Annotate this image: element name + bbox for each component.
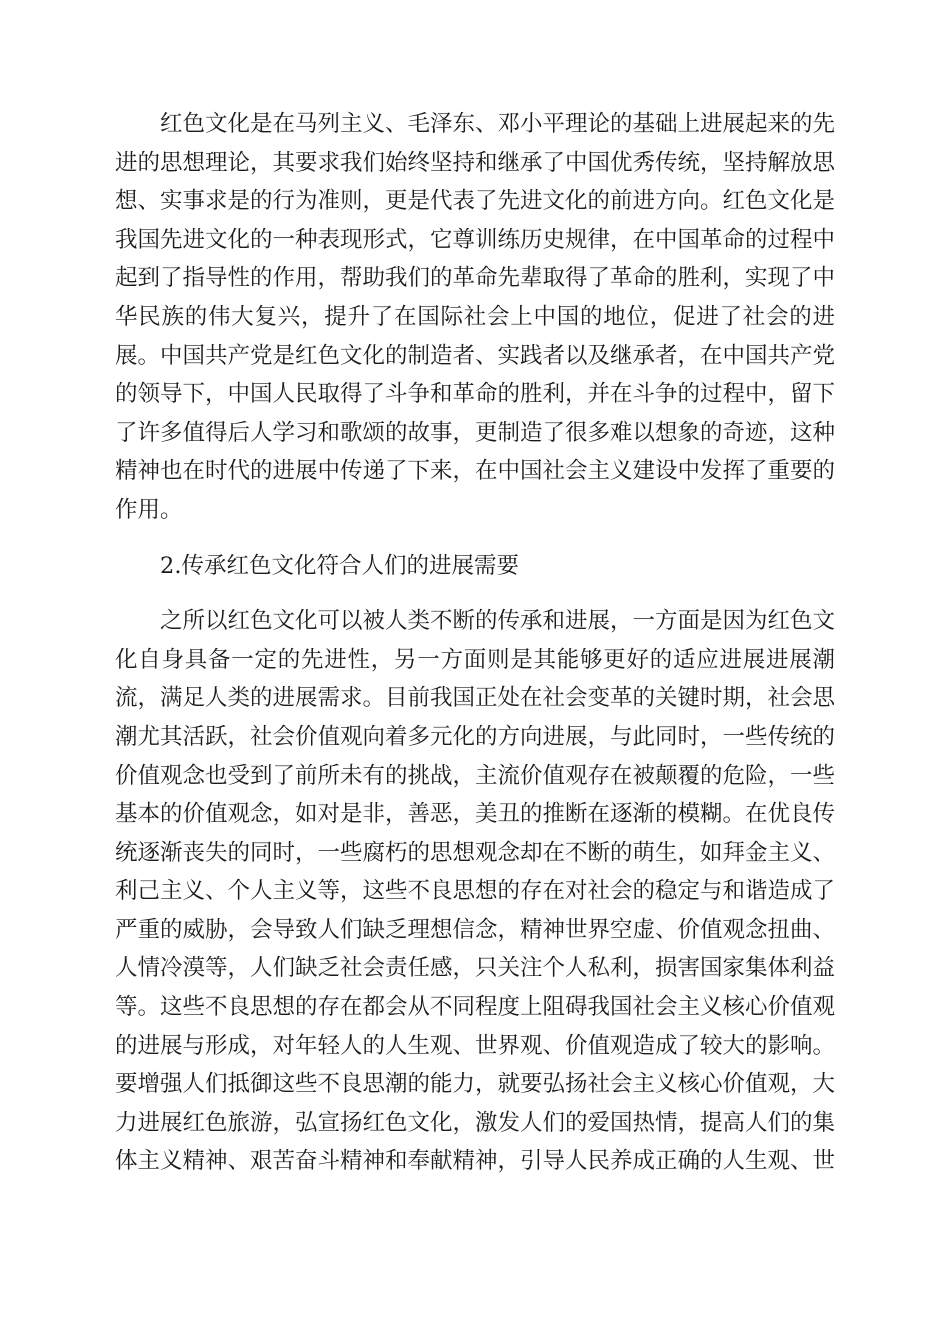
section-heading: 2.传承红色文化符合人们的进展需要 <box>160 552 519 579</box>
document-body <box>115 105 835 1181</box>
body-paragraph-inheritance: 之所以红色文化可以被人类不断的传承和进展，一方面是因为红色文化自身具备一定的先进性，另一方面则是其能够更好的适应进展进展潮流，满足人类的进展需求。目前我国正处在社会变革的关键时期，社会思潮尤其活跃，社会价值观向着多元化的方向进展，与此同时，一些传统的价值观念也受到了前所未有的挑战，主流价值观存在被颠覆的危险，一些基本的价值观念，如对是非，善恶，美丑的推断在逐渐的模糊。在优良传统逐渐丧失的同时，一些腐朽的思想观念却在不断的萌生，如拜金主义、利己主义、个人主义等，这些不良思想的存在对社会的稳定与和谐造成了严重的威胁，会导致人们缺乏理想信念，精神世界空虚、价值观念扭曲、人情冷漠等，人们缺乏社会责任感，只关注个人私利，损害国家集体利益等。这些不良思想的存在都会从不同程度上阻碍我国社会主义核心价值观的进展与形成，对年轻人的人生观、世界观、价值观造成了较大的影响。要增强人们抵御这些不良思潮的能力，就要弘扬社会主义核心价值观，大力进展红色旅游，弘宣扬红色文化，激发人们的爱国热情，提高人们的集体主义精神、艰苦奋斗精神和奉献精神，引导人民养成正确的人生观、世 <box>115 608 836 1175</box>
body-paragraph-red-culture: 红色文化是在马列主义、毛泽东、邓小平理论的基础上进展起来的先进的思想理论，其要求我们始终坚持和继承了中国优秀传统，坚持解放思想、实事求是的行为准则，更是代表了先进文化的前进方向。红色文化是我国先进文化的一种表现形式，它尊训练历史规律，在中国革命的过程中起到了指导性的作用，帮助我们的革命先辈取得了革命的胜利，实现了中华民族的伟大复兴，提升了在国际社会上中国的地位，促进了社会的进展。中国共产党是红色文化的制造者、实践者以及继承者，在中国共产党的领导下，中国人民取得了斗争和革命的胜利，并在斗争的过程中，留下了许多值得后人学习和歌颂的故事，更制造了很多难以想象的奇迹，这种精神也在时代的进展中传递了下来，在中国社会主义建设中发挥了重要的作用。 <box>115 111 836 523</box>
